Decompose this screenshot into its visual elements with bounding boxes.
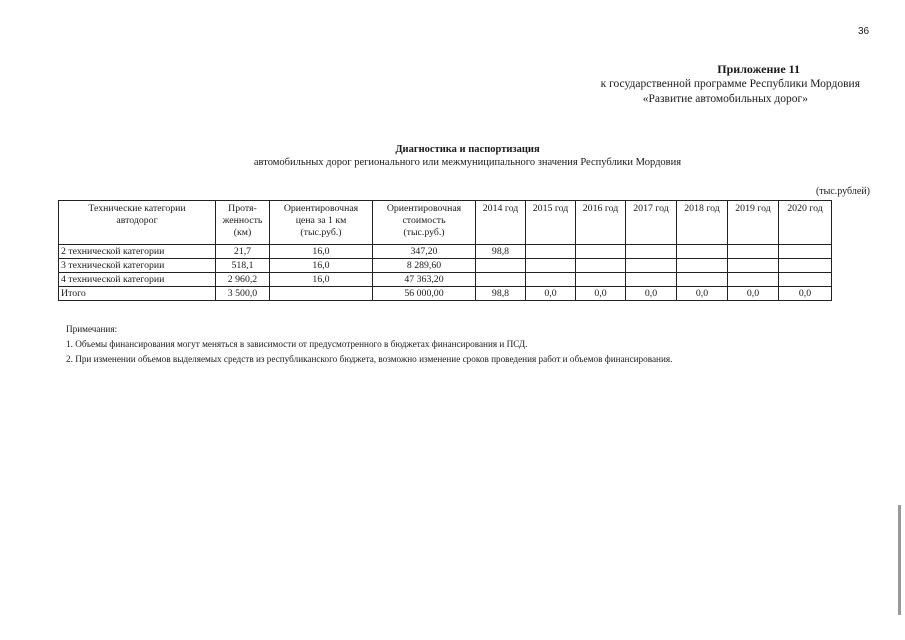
column-header-line: стоимость xyxy=(402,215,446,226)
note-item: 1. Объемы финансирования могут меняться в зависимости от предусмотренного в бюджетах финансирования и ПСД. xyxy=(66,339,528,349)
table-row xyxy=(59,273,832,287)
appendix-title: Приложение 11 xyxy=(717,62,800,76)
document-title-block xyxy=(0,143,905,169)
column-header-line: цена за 1 км xyxy=(295,215,347,226)
value-cell: 0,0 xyxy=(576,287,626,301)
column-header xyxy=(728,201,779,245)
value-cell xyxy=(476,259,526,273)
value-cell xyxy=(779,273,832,287)
value-cell xyxy=(779,245,832,259)
column-header-line: автодорог xyxy=(116,215,158,226)
row-label-cell: 3 технической категории xyxy=(59,259,216,273)
row-label-cell: 4 технической категории xyxy=(59,273,216,287)
column-header-line: (тыс.руб.) xyxy=(300,227,342,238)
value-cell xyxy=(476,273,526,287)
column-header-line: 2015 год xyxy=(532,203,569,214)
value-cell: 8 289,60 xyxy=(373,259,476,273)
column-header-line: женность xyxy=(222,215,263,226)
column-header-line: 2019 год xyxy=(735,203,771,214)
value-cell: 21,7 xyxy=(216,245,270,259)
row-label-cell: 2 технической категории xyxy=(59,245,216,259)
scan-edge-mark xyxy=(898,505,901,615)
column-header-line: 2018 год xyxy=(684,203,720,214)
column-header xyxy=(576,201,626,245)
value-cell xyxy=(728,245,779,259)
column-header xyxy=(476,201,526,245)
value-cell xyxy=(526,273,576,287)
table-body xyxy=(59,245,832,301)
notes-heading: Примечания: xyxy=(66,324,118,334)
value-cell: 518,1 xyxy=(216,259,270,273)
value-cell: 3 500,0 xyxy=(216,287,270,301)
value-cell: 98,8 xyxy=(476,287,526,301)
column-header-line: (тыс.руб.) xyxy=(403,227,445,238)
value-cell: 56 000,00 xyxy=(373,287,476,301)
value-cell: 47 363,20 xyxy=(373,273,476,287)
note-item: 2. При изменении объемов выделяемых средств из республиканского бюджета, возможно изменение сроков проведения работ и объемов финансирования. xyxy=(66,354,673,364)
column-header xyxy=(373,201,476,245)
notes-block xyxy=(66,322,866,367)
column-header-line: Ориентировочная xyxy=(283,203,359,214)
value-cell xyxy=(626,245,677,259)
value-cell xyxy=(576,245,626,259)
appendix-program-name: «Развитие автомобильных дорог» xyxy=(642,93,808,105)
column-header-line: 2020 год xyxy=(787,203,823,214)
column-header xyxy=(779,201,832,245)
table-header-row xyxy=(59,201,832,245)
value-cell xyxy=(626,273,677,287)
appendix-header xyxy=(520,62,860,107)
column-header-line: 2017 год xyxy=(633,203,669,214)
value-cell: 0,0 xyxy=(626,287,677,301)
value-cell: 2 960,2 xyxy=(216,273,270,287)
value-cell: 98,8 xyxy=(476,245,526,259)
page-number: 36 xyxy=(858,26,870,37)
column-header xyxy=(216,201,270,245)
column-header-line: Технические категории xyxy=(88,203,186,214)
column-header-line: 2014 год xyxy=(482,203,519,214)
value-cell: 16,0 xyxy=(270,259,373,273)
value-cell xyxy=(728,259,779,273)
value-cell xyxy=(576,273,626,287)
value-cell xyxy=(626,259,677,273)
column-header xyxy=(526,201,576,245)
value-cell: 0,0 xyxy=(526,287,576,301)
value-cell: 0,0 xyxy=(779,287,832,301)
value-cell: 347,20 xyxy=(373,245,476,259)
column-header xyxy=(626,201,677,245)
value-cell: 16,0 xyxy=(270,245,373,259)
table-row xyxy=(59,259,832,273)
value-cell xyxy=(526,245,576,259)
value-cell xyxy=(779,259,832,273)
document-title: Диагностика и паспортизация xyxy=(395,144,540,155)
column-header xyxy=(677,201,728,245)
value-cell xyxy=(728,273,779,287)
value-cell xyxy=(677,273,728,287)
column-header-line: Ориентировочная xyxy=(386,203,462,214)
value-cell: 0,0 xyxy=(677,287,728,301)
value-cell: 16,0 xyxy=(270,273,373,287)
column-header-line: Протя- xyxy=(228,203,257,214)
value-cell xyxy=(526,259,576,273)
value-cell xyxy=(576,259,626,273)
value-cell xyxy=(677,259,728,273)
value-cell xyxy=(270,287,373,301)
financing-table xyxy=(58,200,832,301)
value-cell: 0,0 xyxy=(728,287,779,301)
value-cell xyxy=(677,245,728,259)
row-label-cell: Итого xyxy=(59,287,216,301)
column-header-line: (км) xyxy=(233,227,252,238)
column-header xyxy=(270,201,373,245)
table-row xyxy=(59,245,832,259)
units-label: (тыс.рублей) xyxy=(815,186,870,197)
document-subtitle: автомобильных дорог регионального или межмуниципального значения Республики Мордовия xyxy=(253,157,682,168)
appendix-program: к государственной программе Республики Мордовия xyxy=(600,78,860,90)
column-header xyxy=(59,201,216,245)
column-header-line: 2016 год xyxy=(582,203,619,214)
table-row xyxy=(59,287,832,301)
